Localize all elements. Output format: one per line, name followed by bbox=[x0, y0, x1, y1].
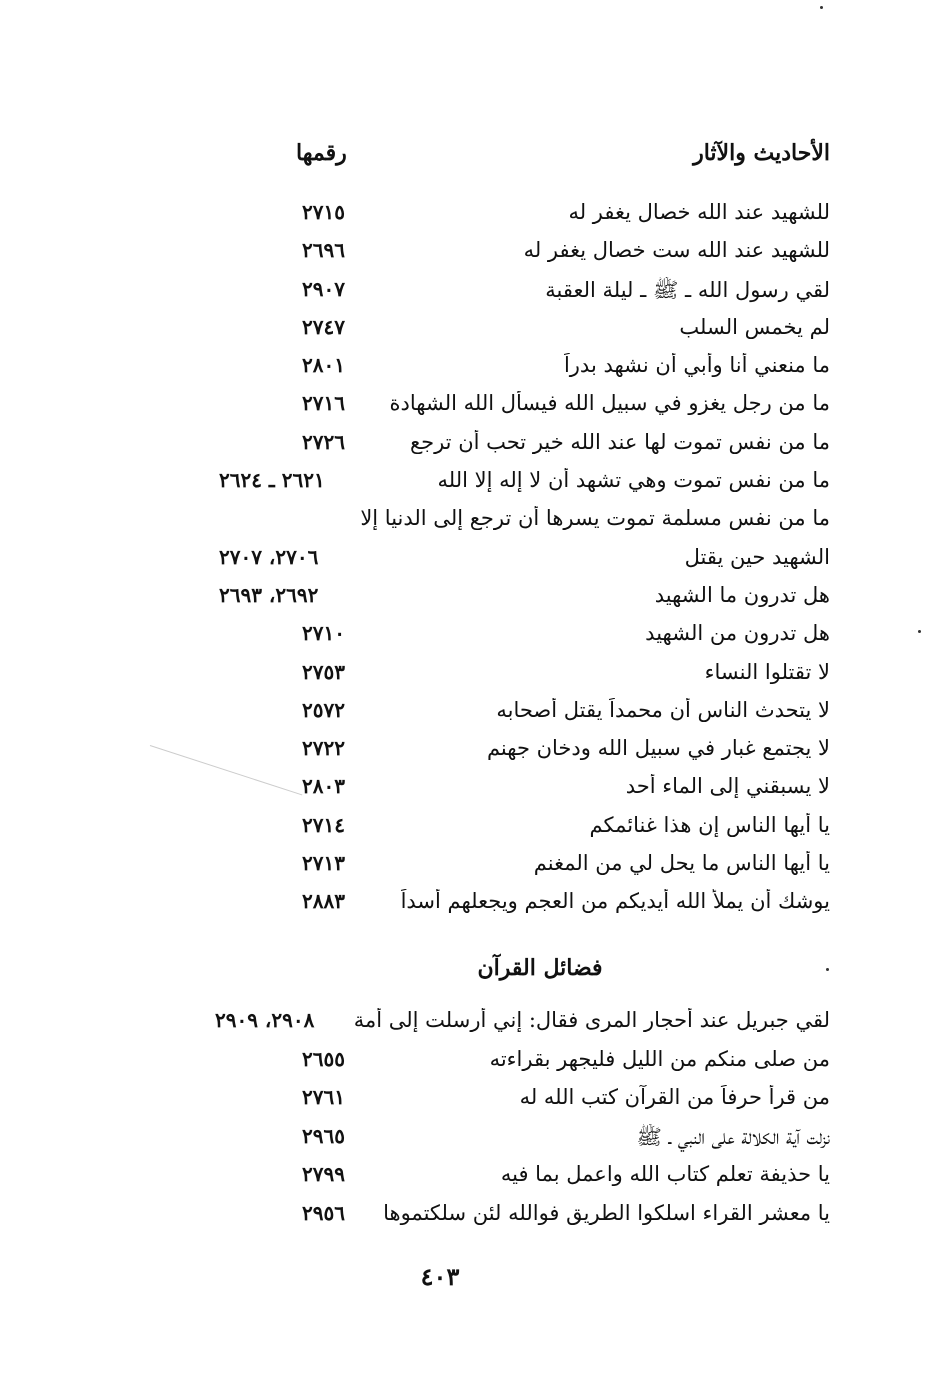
hadith-number: ٢٦٩٦ bbox=[302, 238, 345, 263]
hadith-text: ما منعني أنا وأبي أن نشهد بدراً bbox=[563, 353, 830, 378]
hadith-number: ٢٧٢٦ bbox=[302, 429, 345, 454]
hadith-text: يوشك أن يملأ الله أيديكم من العجم ويجعلهم أسداً bbox=[400, 889, 830, 914]
hadith-text: للشهيد عند الله ست خصال يغفر له bbox=[523, 238, 830, 263]
hadith-text: من قرأ حرفاً من القرآن كتب الله له bbox=[519, 1085, 830, 1110]
list-item bbox=[205, 349, 830, 387]
list-item bbox=[205, 1081, 830, 1120]
list-item bbox=[205, 656, 830, 694]
list-item bbox=[205, 732, 830, 770]
hadith-text: ما من رجل يغزو في سبيل الله فيسأل الله الشهادة bbox=[389, 391, 830, 416]
hadith-text: نزلت آية الكلالة على النبي ـ ﷺ bbox=[636, 1124, 830, 1149]
list-item bbox=[205, 770, 830, 808]
hadith-number: ٢٧٩٩ bbox=[302, 1162, 345, 1187]
hadith-number: ٢٩٥٦ bbox=[302, 1200, 345, 1225]
hadith-number: ٢٧١٦ bbox=[302, 391, 345, 416]
list-item bbox=[205, 1004, 830, 1043]
hadith-text: لا يجتمع غبار في سبيل الله ودخان جهنم bbox=[486, 736, 830, 761]
list-item bbox=[205, 387, 830, 425]
hadith-text: هل تدرون ما الشهيد bbox=[654, 582, 830, 607]
list-item bbox=[205, 541, 830, 579]
hadith-text: لا يتحدث الناس أن محمداً يقتل أصحابه bbox=[496, 697, 830, 722]
print-speck bbox=[918, 630, 921, 633]
hadith-number: ٢٨٠١ bbox=[302, 353, 345, 378]
hadith-number: ٢٧١٤ bbox=[302, 812, 345, 837]
hadith-text: الشهيد حين يقتل bbox=[684, 544, 830, 569]
hadith-number: ٢٦٢١ ـ ٢٦٢٤ bbox=[219, 468, 325, 493]
print-speck bbox=[820, 6, 823, 9]
list-item bbox=[205, 426, 830, 464]
hadith-number: ٢٩٠٨، ٢٩٠٩ bbox=[215, 1008, 315, 1032]
hadith-number: ٢٧٢٢ bbox=[302, 736, 345, 761]
hadith-text: لم يخمس السلب bbox=[679, 314, 830, 339]
hadith-text: لا يسبقني إلى الماء أحد bbox=[625, 774, 830, 799]
list-item bbox=[205, 464, 830, 502]
list-item bbox=[205, 234, 830, 272]
list-item bbox=[205, 847, 830, 885]
hadith-list bbox=[205, 196, 830, 924]
list-item bbox=[205, 694, 830, 732]
table-header bbox=[260, 140, 830, 176]
hadith-text: ما من نفس تموت لها عند الله خير تحب أن ترجع bbox=[409, 429, 830, 454]
hadith-text: ما من نفس مسلمة تموت يسرها أن ترجع إلى الدنيا إلا bbox=[360, 506, 830, 531]
hadith-number: ٢٦٥٥ bbox=[302, 1046, 345, 1071]
list-item bbox=[205, 1197, 830, 1236]
hadith-text: ما من نفس تموت وهي تشهد أن لا إله إلا الله bbox=[437, 468, 830, 493]
quran-virtues-list bbox=[205, 1004, 830, 1236]
hadith-number: ٢٥٧٢ bbox=[302, 697, 345, 722]
hadith-number: ٢٨٨٣ bbox=[302, 889, 345, 914]
list-item bbox=[205, 273, 830, 311]
list-item bbox=[205, 1158, 830, 1197]
list-item bbox=[205, 809, 830, 847]
hadith-number: ٢٨٠٣ bbox=[302, 774, 345, 799]
hadith-number: ٢٩٦٥ bbox=[302, 1123, 345, 1148]
hadith-number: ٢٧١٣ bbox=[302, 851, 345, 876]
hadith-text: يا معشر القراء اسلكوا الطريق فوالله لئن سلكتموها bbox=[383, 1200, 830, 1225]
hadith-number: ٢٧٠٦، ٢٧٠٧ bbox=[219, 544, 319, 569]
column-title-hadiths: الأحاديث والآثار bbox=[693, 140, 830, 166]
column-title-number: رقمها bbox=[296, 140, 347, 166]
hadith-text: لقي جبريل عند أحجار المرى فقال: إني أرسلت إلى أمة bbox=[353, 1008, 830, 1032]
list-item bbox=[205, 502, 830, 540]
hadith-text: لا تقتلوا النساء bbox=[704, 659, 830, 684]
hadith-text: يا أيها الناس إن هذا غنائمكم bbox=[589, 812, 830, 837]
list-item bbox=[205, 1043, 830, 1082]
hadith-text: يا أيها الناس ما يحل لي من المغنم bbox=[533, 851, 830, 876]
list-item bbox=[205, 617, 830, 655]
hadith-text: للشهيد عند الله خصال يغفر له bbox=[568, 200, 830, 224]
list-item bbox=[205, 1120, 830, 1159]
hadith-text: لقي رسول الله ـ ﷺ ـ ليلة العقبة bbox=[545, 277, 830, 302]
print-speck bbox=[826, 968, 829, 971]
list-item bbox=[205, 885, 830, 923]
hadith-text: من صلى منكم من الليل فليجهر بقراءته bbox=[489, 1046, 830, 1071]
hadith-number: ٢٦٩٢، ٢٦٩٣ bbox=[219, 582, 319, 607]
hadith-text: هل تدرون من الشهيد bbox=[645, 621, 830, 646]
hadith-number: ٢٧١٠ bbox=[302, 621, 345, 646]
hadith-number: ٢٩٠٧ bbox=[302, 276, 345, 301]
section-heading: فضائل القرآن bbox=[477, 955, 603, 981]
list-item bbox=[205, 196, 830, 234]
list-item bbox=[205, 579, 830, 617]
page-number: ٤٠٣ bbox=[420, 1262, 460, 1291]
hadith-number: ٢٧١٥ bbox=[302, 200, 345, 224]
hadith-text: يا حذيفة تعلم كتاب الله واعمل بما فيه bbox=[500, 1162, 830, 1187]
list-item bbox=[205, 311, 830, 349]
hadith-number: ٢٧٥٣ bbox=[302, 659, 345, 684]
hadith-number: ٢٧٦١ bbox=[302, 1085, 345, 1110]
hadith-number: ٢٧٤٧ bbox=[302, 314, 345, 339]
